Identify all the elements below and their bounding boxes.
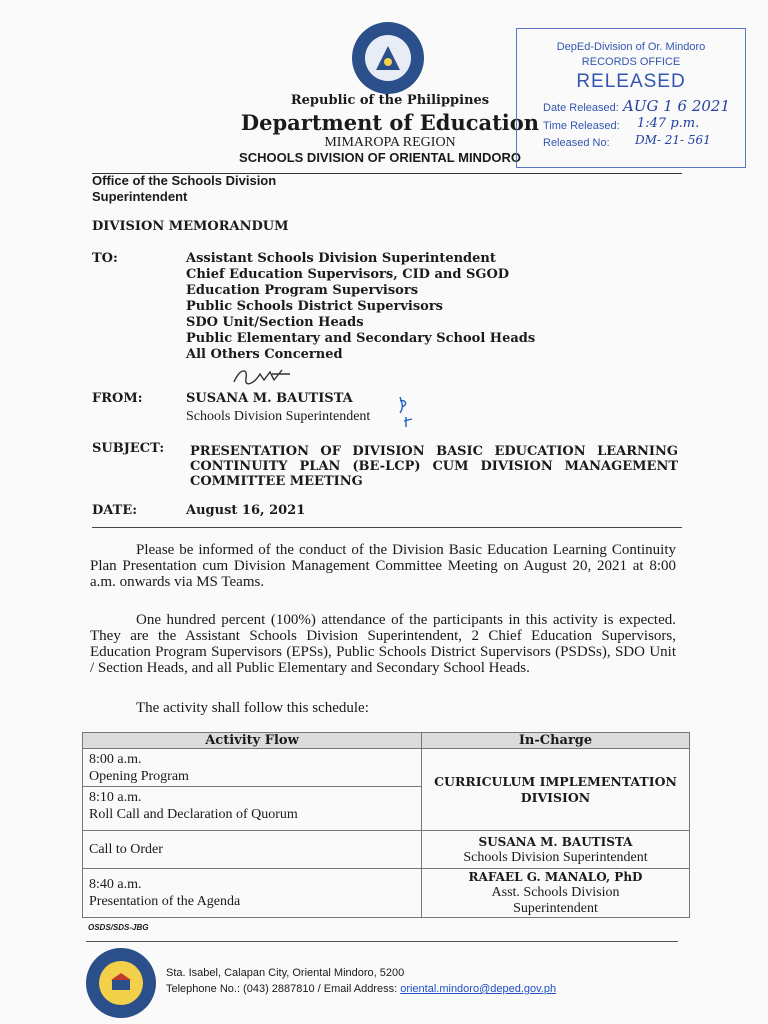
division-logo: [86, 948, 156, 1018]
memo-date: August 16, 2021: [186, 503, 306, 518]
footer-contact: [166, 965, 556, 997]
deped-seal-logo: [352, 22, 424, 94]
column-header: Activity Flow: [83, 733, 422, 749]
activity-cell: [83, 869, 422, 918]
sender-title: Schools Division Superintendent: [186, 409, 371, 424]
incharge-name: SUSANA M. BAUTISTA: [478, 834, 633, 849]
incharge-cell: [422, 869, 690, 918]
incharge-title: Schools Division Superintendent: [463, 849, 648, 865]
stamp-no-value: DM- 21- 561: [635, 133, 711, 147]
memo-divider: [92, 527, 682, 528]
footer-contact-line: [166, 981, 556, 997]
email-link[interactable]: oriental.mindoro@deped.gov.ph: [400, 983, 557, 995]
office-of-sds: [92, 173, 276, 205]
office-line-1: Office of the Schools Division: [92, 173, 277, 188]
department-name: Department of Education: [240, 110, 540, 135]
initial-mark-icon: [392, 393, 428, 429]
table-header-row: [83, 733, 690, 749]
stamp-records: RECORDS OFFICE: [581, 56, 681, 68]
recipient-list: [186, 251, 535, 363]
date-label: DATE:: [92, 503, 138, 518]
table-row: [83, 831, 690, 869]
stamp-office: DepEd-Division of Or. Mindoro: [556, 41, 706, 53]
released-stamp: [516, 28, 746, 168]
stamp-time-value: 1:47 p.m.: [637, 116, 700, 131]
activity-name: Call to Order: [89, 841, 163, 857]
seal-emblem-icon: [365, 35, 411, 81]
office-line-2: Superintendent: [92, 189, 188, 204]
region-name: MIMAROPA REGION: [324, 135, 456, 150]
footer-address: Sta. Isabel, Calapan City, Oriental Mindoro, 5200: [166, 967, 405, 979]
recipient: All Others Concerned: [186, 347, 343, 362]
body-paragraph-3: The activity shall follow this schedule:: [136, 700, 369, 716]
recipient: Education Program Supervisors: [186, 283, 419, 298]
body-paragraph-2: One hundred percent (100%) attendance of the participants in this activity is expected. They are the Assistant Schools Division Superintendent, 2 Chief Education Supervisors, Education Program Supervisors (EPSs), Public Schools District Supervisors (PSDSs), SDO Unit / Section Heads, and all Public Elementary and Secondary School Heads.: [90, 612, 676, 676]
column-header: In-Charge: [422, 733, 690, 749]
division-emblem-icon: [99, 961, 143, 1005]
subject-text: PRESENTATION OF DIVISION BASIC EDUCATION LEARNING CONTINUITY PLAN (BE-LCP) CUM DIVISION MANAGEMENT COMMITTEE MEETING: [190, 444, 678, 489]
footer-phone: Telephone No.: (043) 2887810 / Email Address:: [166, 983, 401, 995]
to-label: TO:: [92, 251, 118, 266]
stamp-time-label: Time Released:: [543, 120, 620, 132]
from-label: FROM:: [92, 391, 143, 406]
recipient: Assistant Schools Division Superintendent: [186, 251, 496, 266]
republic-line: Republic of the Philippines: [290, 93, 490, 108]
stamp-date-label: Date Released:: [543, 102, 619, 114]
body-paragraph-1: Please be informed of the conduct of the Division Basic Education Learning Continuity Plan Presentation cum Division Management Committee Meeting on August 20, 2021 at 8:00 a.m. onwards via MS Teams.: [90, 542, 676, 590]
recipient: SDO Unit/Section Heads: [186, 315, 364, 330]
activity-cell: [83, 787, 422, 831]
table-row: [83, 869, 690, 918]
memo-type: DIVISION MEMORANDUM: [92, 219, 289, 234]
activity-name: Presentation of the Agenda: [89, 894, 241, 909]
activity-time: 8:00 a.m.: [89, 752, 142, 767]
table-row: [83, 749, 690, 787]
activity-name: Opening Program: [89, 769, 189, 784]
incharge-name: RAFAEL G. MANALO, PhD: [468, 870, 643, 884]
footer-divider: [86, 941, 678, 942]
incharge-title: Asst. Schools Division Superintendent: [491, 885, 620, 916]
incharge-cell: [422, 749, 690, 831]
stamp-status: RELEASED: [576, 71, 686, 92]
recipient: Chief Education Supervisors, CID and SGOD: [186, 267, 510, 282]
schedule-table: [82, 732, 690, 918]
activity-name: Roll Call and Declaration of Quorum: [89, 807, 298, 822]
division-name: SCHOOLS DIVISION OF ORIENTAL MINDORO: [239, 150, 521, 165]
sender-name: SUSANA M. BAUTISTA: [186, 391, 353, 406]
subject-label: SUBJECT:: [92, 441, 165, 456]
activity-cell: [83, 749, 422, 787]
stamp-no-label: Released No:: [543, 137, 610, 149]
stamp-date-value: AUG 1 6 2021: [623, 97, 731, 115]
incharge-cell: [422, 831, 690, 869]
recipient: Public Schools District Supervisors: [186, 299, 443, 314]
activity-time: 8:10 a.m.: [89, 790, 142, 805]
activity-cell: [83, 831, 422, 869]
incharge-name: CURRICULUM IMPLEMENTATION DIVISION: [434, 773, 677, 805]
reference-code: OSDS/SDS-JBG: [88, 923, 149, 932]
activity-time: 8:40 a.m.: [89, 877, 142, 892]
signature-icon: [230, 364, 300, 390]
recipient: Public Elementary and Secondary School Heads: [186, 331, 536, 346]
